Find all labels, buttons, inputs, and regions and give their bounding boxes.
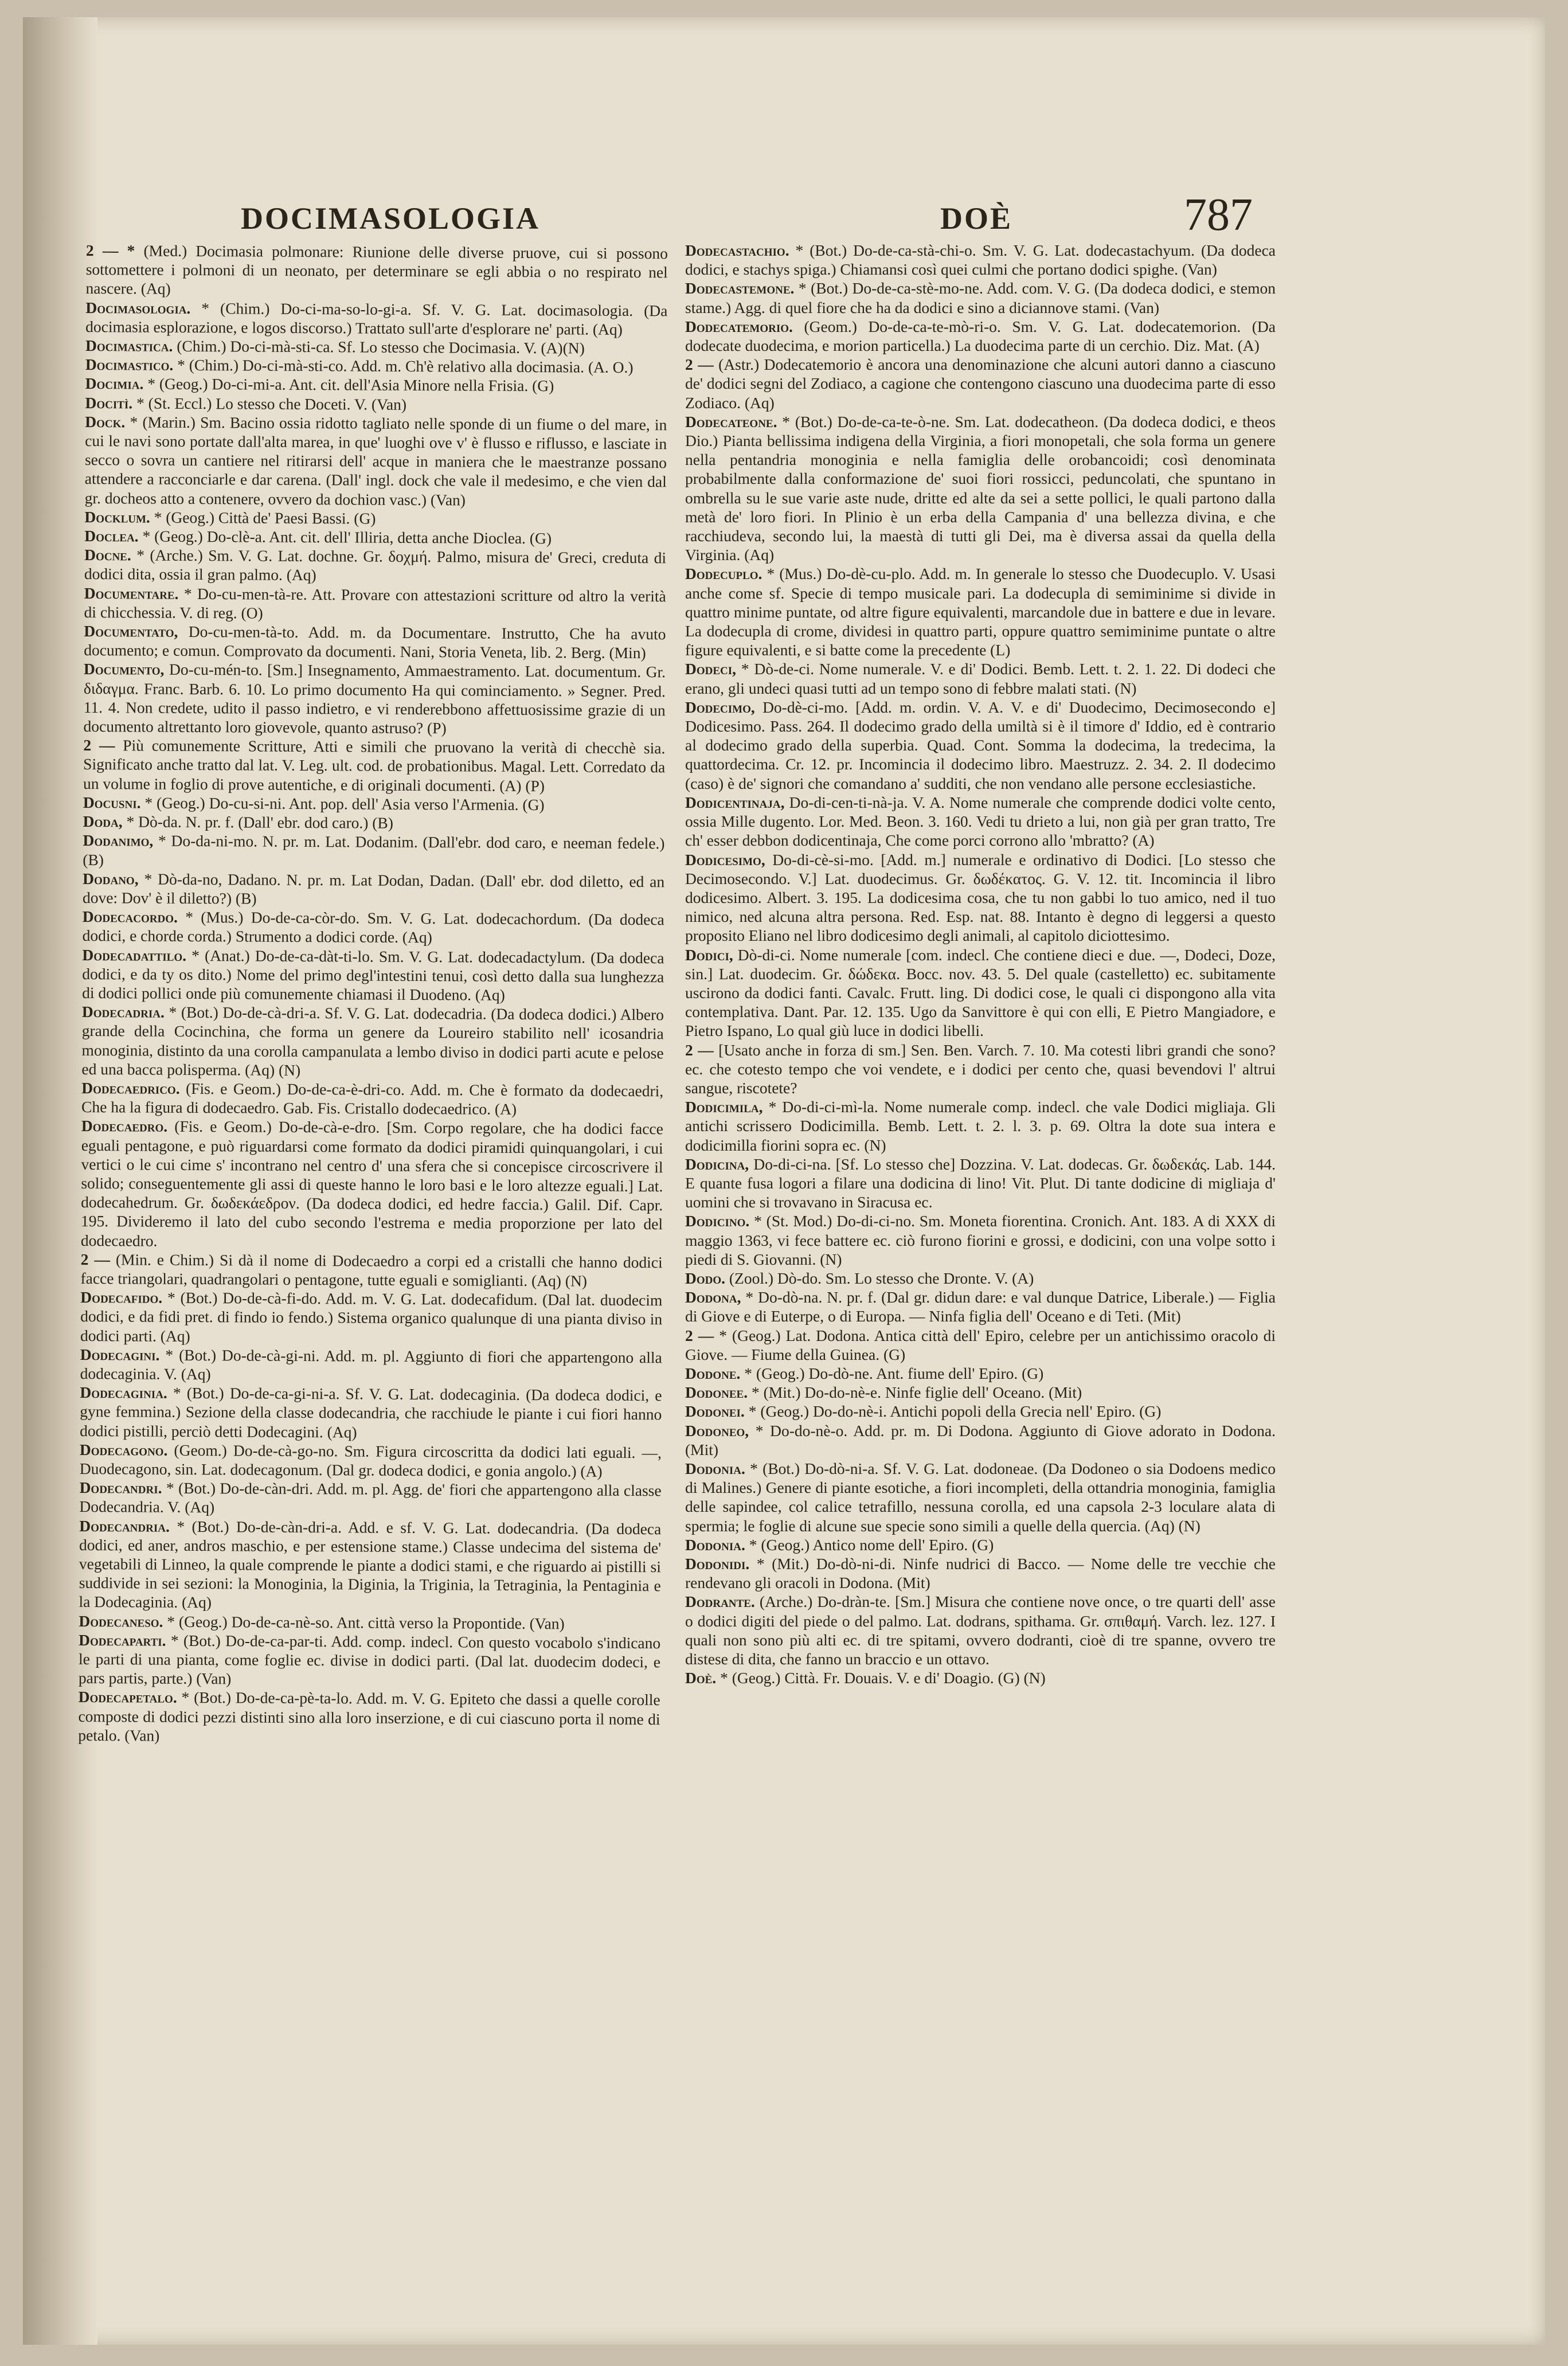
dictionary-entry — [85, 298, 667, 339]
dictionary-entry — [84, 621, 666, 663]
entry-text: * Dò-da. N. pr. f. (Dall' ebr. dod caro.) (B) — [122, 812, 394, 832]
dictionary-entry — [685, 1288, 1276, 1325]
dictionary-entry — [84, 526, 666, 549]
dictionary-entry — [685, 793, 1276, 850]
entry-text: (Chim.) Do-ci-mà-sti-ca. Sf. Lo stesso che Docimasia. V. (A)(N) — [173, 337, 585, 357]
page-header — [0, 189, 1568, 241]
entry-headword: Docitì. — [85, 393, 133, 412]
dictionary-entry — [84, 545, 666, 586]
dictionary-entry — [79, 1630, 661, 1691]
dictionary-entry — [685, 279, 1276, 316]
dictionary-entry — [685, 1535, 1276, 1554]
entry-headword: Dodrante. — [685, 1593, 755, 1611]
entry-headword: Dodicesimo, — [685, 850, 765, 869]
entry-text: * (Mit.) Do-dò-ni-di. Ninfe nudrici di Bacco. — Nome delle tre vecchie che rendevano gli oracoli in Dodona. (Mit) — [685, 1555, 1276, 1592]
entry-text: * (Bot.) Do-de-cà-fi-do. Add. m. V. G. Lat. dodecafidum. (Dal lat. duodecim dodici, e da fidi pret. di findo io fendo.) Sistema organico qualunque di una pianta diviso in dodici parti. (Aq) — [80, 1288, 663, 1345]
entry-headword: Dodecagini. — [80, 1345, 160, 1364]
right-column — [685, 241, 1276, 1687]
entry-headword: Documentato, — [84, 622, 178, 640]
entry-text: * Dò-de-ci. Nome numerale. V. e di' Dodici. Bemb. Lett. t. 2. 1. 22. Di dodeci che erano, gli undeci quasi tutti ad un tempo sono di febbre malati stati. (N) — [685, 660, 1276, 697]
dictionary-entry — [685, 1211, 1276, 1269]
entry-headword: Dodecaedro. — [81, 1117, 168, 1136]
entry-headword: 2 — — [80, 1250, 111, 1269]
entry-text: * (Geog.) Do-ci-mi-a. Ant. cit. dell'Asia Minore nella Frisia. (G) — [143, 374, 554, 395]
dictionary-entry — [85, 336, 667, 358]
entry-text: * (Geog.) Do-do-nè-i. Antichi popoli della Grecia nell' Epiro. (G) — [744, 1402, 1162, 1421]
dictionary-entry — [85, 393, 667, 416]
entry-headword: Dodecateone. — [685, 412, 777, 431]
entry-headword: Dodecagono. — [79, 1440, 168, 1459]
entry-text: * (Bot.) Do-dò-ni-a. Sf. V. G. Lat. dodoneae. (Da Dodoneo o sia Dodoens medico di Malines.) Genere di piante esotiche, a fiori incompleti, della ottandria monoginia, famiglia delle sapindee, col calice tetrafillo, nessuna corolla, ed una capsola 2-3 loculare alata di spermia; le foglie di alcune sue specie sono simili a quelle della quercia. (Aq) (N) — [685, 1460, 1276, 1535]
entry-headword: Dodonia. — [685, 1460, 745, 1477]
entry-text: * (Geog.) Do-clè-a. Ant. cit. dell' Illiria, detta anche Dioclea. (G) — [138, 527, 552, 547]
dictionary-entry — [85, 374, 667, 396]
entry-text: Do-di-cè-si-mo. [Add. m.] numerale e ordinativo di Dodici. [Lo stesso che Decimosecondo. V.] Lat. duodecimus. Gr. δωδέκατος. G. V. 12. tit. Incomincia il libro dodicesimo. Albert. 3. 195. La dodicesima cosa, che tu non gabbi lo tuo amico, ned il tuo nimico, ned alcuna altra persona. Red. Esp. nat. 88. Intanto è degno di leggersi a questo proposito Eliano nel libro dodicesimo degli animali, al capitolo diciottesimo. — [685, 850, 1276, 945]
entry-text: (Zool.) Dò-do. Sm. Lo stesso che Dronte. V. (A) — [725, 1269, 1034, 1287]
entry-text: * (Geog.) Lat. Dodona. Antica città dell' Epiro, celebre per un antichissimo oracolo di Giove. — Fiume della Guinea. (G) — [685, 1326, 1276, 1363]
running-head-left: DOCIMASOLOGIA — [241, 201, 541, 236]
entry-text: (Fis. e Geom.) Do-de-ca-è-dri-co. Add. m. Che è formato da dodecaedri, Che ha la figura di dodecaedro. Gab. Fis. Cristallo dodecaedrico. (A) — [81, 1079, 664, 1119]
entry-text: Do-dè-ci-mo. [Add. m. ordin. V. A. V. e di' Duodecimo, Decimosecondo e] Dodicesimo. Pass. 264. Il dodecimo grado della umiltà si è il timore d' Iddio, ed è contrario al dodecimo grado della superbia. Quad. Cont. Somma la dodecima, la tredecima, la quattordecima. Cr. 12. pr. Incomincia il dodecimo libro. Maestruzz. 2. 34. 2. Il dodecimo (caso) è de' signori che comandano a' sudditi, che non vendano alle persone ecclesiastiche. — [685, 698, 1276, 792]
dictionary-entry — [685, 1402, 1276, 1421]
entry-headword: Dodonei. — [685, 1402, 745, 1421]
entry-headword: Doda, — [83, 812, 123, 831]
entry-headword: Dodecadattilo. — [82, 945, 187, 964]
entry-headword: Dodicentinaja, — [685, 793, 785, 811]
entry-text: * (Bot.) Do-de-ca-gi-ni-a. Sf. V. G. Lat. dodecaginia. (Da dodeca dodici, e gyne femmina.) Sezione della classe dodecandria, che racchiude le piante i cui fiori hanno dodici pistilli, perciò detti Dodecagini. (Aq) — [80, 1383, 662, 1441]
entry-text: * (Arche.) Sm. V. G. Lat. dochne. Gr. δοχμή. Palmo, misura de' Greci, creduta di dodici dita, ossia il gran palmo. (Aq) — [84, 546, 667, 584]
entry-headword: Doè. — [685, 1669, 717, 1687]
entry-text: * (Mus.) Do-dè-cu-plo. Add. m. In generale lo stesso che Duodecuplo. V. Usasi anche come sf. Specie di tempo musicale pari. La dodecupla di semiminime si divide in quattro minime puntate, od altre figure equivalenti, marcandole due in battere e due in levare. La dodecupla di crome, dividesi in quattro parti, oppure quattro semiminime puntate o altre figure equivalenti, e si batte come la precedente (L) — [685, 565, 1276, 659]
entry-text: * (St. Eccl.) Lo stesso che Doceti. V. (Van) — [132, 394, 407, 413]
dictionary-entry — [685, 412, 1276, 565]
dictionary-entry — [685, 659, 1276, 697]
entry-text: * Do-cu-men-tà-re. Att. Provare con attestazioni scritture od altro la verità di chicchessia. V. di reg. (O) — [84, 584, 666, 622]
dictionary-entry — [685, 564, 1276, 659]
entry-text: Do-di-cen-ti-nà-ja. V. A. Nome numerale che comprende dodici volte cento, ossia Mille dugento. Lor. Med. Beon. 3. 160. Vedi tu drieto a lui, non già per gran tratto, Tre ch' esser debbon dodicentinaja, Che come porci corrono allo 'mbratto? (A) — [685, 793, 1276, 850]
entry-text: Più comunemente Scritture, Atti e simili che pruovano la verità di checchè sia. Significato anche tratto dal lat. V. Leg. ult. cod. de probationibus. Magal. Lett. Corredato da un volume in foglio di prove autentiche, e di originali documenti. (A) (P) — [83, 736, 666, 795]
left-column — [78, 241, 668, 1747]
entry-text: * (Bot.) Do-de-ca-stà-chi-o. Sm. V. G. Lat. dodecastachyum. (Da dodeca dodici, e stachys spiga.) Chiamansi così quei culmi che portano dodici spighe. (Van) — [685, 241, 1276, 279]
dictionary-entry — [685, 850, 1276, 945]
dictionary-entry — [685, 698, 1276, 793]
page-number: 787 — [1184, 190, 1253, 240]
dictionary-entry — [81, 1002, 664, 1081]
entry-text: * (St. Mod.) Do-di-ci-no. Sm. Moneta fiorentina. Cronich. Ant. 183. A di XXX di maggio 1363, vi fece battere ec. ciò furono fiorini e grossi, e dodicini, con una volpe sotto i piedi di S. Giovanni. (N) — [685, 1212, 1276, 1268]
dictionary-entry — [685, 1041, 1276, 1098]
entry-headword: Dodecastachio. — [685, 241, 789, 259]
entry-text: * (Bot.) Do-de-ca-pè-ta-lo. Add. m. V. G. Epiteto che dassi a quelle corolle composte di dodici pezzi distinti sino alla loro inserzione, e di cui ciascuno porta il nome di petalo. (Van) — [78, 1688, 660, 1745]
entry-text: Do-di-ci-na. [Sf. Lo stesso che] Dozzina. V. Lat. dodecas. Gr. δωδεκάς. Lab. 144. E quante fusa logori a filare una dodicina di lino! Vit. Plut. Di tante dodicine di migliaja d' uomini che si trovavano in Siracusa ec. — [685, 1155, 1276, 1211]
entry-headword: Docimastica. — [85, 337, 173, 355]
dictionary-entry — [80, 1288, 663, 1348]
dictionary-entry — [85, 241, 668, 301]
dictionary-entry — [685, 241, 1276, 279]
entry-text: * (Marin.) Sm. Bacino ossia ridotto tagliato nelle sponde di un fiume o del mare, in cui le navi sono portate dall'alta marea, in que' luoghi ove v' è flusso e riflusso, e lasciate in secco o sovra un cantiere nel ritirarsi dell' acque in maniera che le maestranze possano attendere a racconciarle e dar carena. (Dall' ingl. dock che vale il medesimo, e che vien dal gr. docheos atto a contenere, ovvero da dochion vasc.) (Van) — [84, 413, 667, 509]
entry-text: * Do-da-ni-mo. N. pr. m. Lat. Dodanim. (Dall'ebr. dod caro, e neeman fedele.) (B) — [83, 831, 665, 869]
entry-text: (Astr.) Dodecatemorio è ancora una denominazione che alcuni autori danno a ciascuno de' dodici segni del Zodiaco, a cagione che contengono ciascuno una duodecima parte di esso Zodiaco. (Aq) — [685, 355, 1276, 412]
dictionary-entry — [85, 412, 667, 510]
entry-headword: Docimasologia. — [85, 298, 191, 317]
entry-text: * (Geog.) Antico nome dell' Epiro. (G) — [745, 1535, 994, 1554]
dictionary-entry — [685, 1459, 1276, 1535]
entry-headword: Dodonidi. — [685, 1555, 750, 1573]
entry-headword: Dodicino. — [685, 1212, 750, 1230]
entry-text: * (Geog.) Do-cu-si-ni. Ant. pop. dell' Asia verso l'Armenia. (G) — [140, 793, 545, 814]
entry-text: * (Bot.) Do-de-cà-gi-ni. Add. m. pl. Aggiunto di fiori che appartengono alla dodecaginia. V. (Aq) — [80, 1346, 662, 1383]
entry-headword: Docne. — [84, 546, 131, 564]
entry-text: [Usato anche in forza di sm.] Sen. Ben. Varch. 7. 10. Ma cotesti libri grandi che sono? ec. che cotesto tempo che voi vendete, e i dodici per cento che, quasi bevendovi l' altrui sangue, riscotete? — [685, 1041, 1276, 1097]
dictionary-entry — [685, 1554, 1276, 1592]
dictionary-entry — [85, 355, 667, 377]
entry-headword: Dodo. — [685, 1269, 726, 1287]
entry-headword: Docimastico. — [85, 355, 174, 374]
entry-text: Do-cu-mén-to. [Sm.] Insegnamento, Ammaestramento. Lat. documentum. Gr. διδαγμα. Franc. Barb. 6. 10. Lo primo documento Ha qui cominciamento. » Segner. Pred. 11. 4. Non credete, udito il passo indietro, e vi renderebbono affettuosissime grazie di un documento altrettanto loro giovevole, quanto astruso? (P) — [83, 660, 666, 737]
dictionary-entry — [685, 1269, 1276, 1288]
entry-text: * (Bot.) Do-de-ca-te-ò-ne. Sm. Lat. dodecatheon. (Da dodeca dodici, e theos Dio.) Pianta bellissima indigena della Virginia, a fiori monopetali, che sola forma un genere nella pentandria monoginia e nella famiglia delle orobancoidi; così denominata probabilmente dalla conformazione de' suoi fiori rossicci, peduncolati, che spuntano in ombrella su le sue varie aste nude, dritte ed alte da sei a sette pollici, le quali partono dalla metà de' loro fiori. In Plinio è un erba della Campania d' una bellezza divina, e che racchiudeva, secondo lui, la maestà di tutti gli Dei, ma è diversa assai da quella della Virginia. (Aq) — [685, 412, 1276, 564]
dictionary-entry — [83, 812, 665, 834]
entry-headword: 2 — — [685, 355, 714, 374]
dictionary-entry — [685, 1421, 1276, 1459]
dictionary-entry — [83, 793, 665, 815]
dictionary-entry — [80, 1345, 662, 1386]
entry-text: Do-cu-men-tà-to. Add. m. da Documentare. Instrutto, Che ha avuto documento; e comun. Comprovato da documenti. Nani, Storia Veneta, lib. 2. Berg. (Min) — [84, 622, 666, 662]
dictionary-entry — [685, 1097, 1276, 1155]
entry-text: (Arche.) Do-dràn-te. [Sm.] Misura che contiene nove once, o tre quarti dell' asse o dodici digiti del piede o del palmo. Lat. dodrans, spithama. Gr. σπιθαμή. Varch. lez. 127. I quali non sono più alti ec. di tre spitami, ovvero dodranti, cioè di tre spanne, ovvero tre distese di dita, che fanno un braccio e un ottavo. — [685, 1593, 1276, 1668]
dictionary-entry — [80, 1383, 662, 1443]
dictionary-entry — [84, 584, 666, 625]
running-head-right: DOÈ — [940, 201, 1013, 236]
dictionary-entry — [83, 736, 666, 796]
entry-text: (Geom.) Do-de-ca-te-mò-ri-o. Sm. V. G. Lat. dodecatemorion. (Da dodecate duodecima, e morion particella.) La duodecima parte di un cerchio. Diz. Mat. (A) — [685, 317, 1276, 355]
dictionary-entry — [685, 1155, 1276, 1212]
entry-headword: Dodecandri. — [79, 1479, 162, 1497]
entry-headword: Dodecaginia. — [80, 1383, 167, 1402]
entry-headword: Dodici, — [685, 945, 733, 964]
entry-headword: Dodonia. — [685, 1535, 745, 1554]
dictionary-entry — [685, 1592, 1276, 1668]
entry-headword: 2 — — [83, 736, 115, 754]
entry-text: (Fis. e Geom.) Do-de-cà-e-dro. [Sm. Corpo regolare, che ha dodici facce eguali pentagone, e può riguardarsi come formato da dodici piramidi quinquangolari, i cui vertici o le cui cime s' incontrano nel centro d' una sfera che si concepisce circoscrivere il solido; conseguentemente gli assi di queste hanno le loro basi e le loro altezze eguali.] Lat. dodecahedrum. Gr. δωδεκάεδρον. (Da dodeca dodici, ed hedre faccia.) Galil. Dif. Capr. 195. Divideremo il lato del cubo secondo l'estrema e media proporzione per lato del dodecaedro. — [80, 1117, 663, 1250]
entry-text: * (Geog.) Città de' Paesi Bassi. (G) — [150, 508, 376, 527]
entry-headword: 2 — — [685, 1326, 714, 1344]
entry-text: (Min. e Chim.) Si dà il nome di Dodecaedro a corpi ed a cristalli che hanno dodici facce triangolari, quadrangolari o pentagone, tutte eguali e somiglianti. (Aq) (N) — [80, 1250, 663, 1290]
entry-text: * (Geog.) Città. Fr. Douais. V. e di' Doagio. (G) (N) — [716, 1669, 1046, 1687]
entry-headword: Dodone. — [685, 1364, 741, 1382]
entry-headword: Docimia. — [85, 374, 144, 393]
dictionary-entry — [685, 355, 1276, 412]
dictionary-entry — [79, 1516, 661, 1614]
entry-headword: Dodecatemorio. — [685, 317, 793, 335]
dictionary-entry — [79, 1612, 660, 1634]
entry-headword: 2 — — [685, 1041, 714, 1059]
dictionary-entry — [84, 507, 666, 530]
entry-headword: Documentare. — [84, 584, 179, 603]
entry-headword: Dodoneo, — [685, 1421, 749, 1440]
entry-text: * Do-dò-na. N. pr. f. (Dal gr. didun dare: e val dunque Datrice, Liberale.) — Figlia di Giove e di Euterpe, o di Europa. — Ninfa figlia dell' Oceano e di Teti. (Mit) — [685, 1288, 1276, 1325]
entry-headword: Dodona, — [685, 1288, 741, 1307]
entry-text: * (Bot.) Do-de-ca-par-ti. Add. comp. indecl. Con questo vocabolo s'indicano le parti di una pianta, come foglie ec. divise in dodici parti. (Dal lat. duodecim dodeci, e pars partis, parte.) (Van) — [78, 1631, 661, 1688]
dictionary-entry — [78, 1687, 660, 1747]
entry-headword: Dodecastemone. — [685, 279, 795, 298]
entry-text: * (Bot.) Do-de-cà-dri-a. Sf. V. G. Lat. dodecadria. (Da dodeca dodici.) Albero grande della Cocinchina, che forma un genere da Loureiro stabilito nell' icosandria monoginia, distinto da una corolla campanulata a lembo diviso in dodici parti acute e pelose ed una bacca polisperma. (Aq) (N) — [81, 1003, 664, 1079]
entry-headword: Doclea. — [84, 527, 139, 545]
entry-text: * (Geog.) Do-dò-ne. Ant. fiume dell' Epiro. (G) — [740, 1364, 1044, 1382]
entry-text: * (Anat.) Do-de-ca-dàt-ti-lo. Sm. V. G. Lat. dodecadactylum. (Da dodeca dodici, e da ty os dito.) Nome del primo degl'intestini tenui, così detto dalla sua lunghezza di dodici pollici onde più comunemente chiamasi il Duodeno. (Aq) — [82, 946, 664, 1004]
entry-text: * (Mit.) Do-do-nè-e. Ninfe figlie dell' Oceano. (Mit) — [748, 1383, 1082, 1402]
entry-text: * (Bot.) Do-de-ca-stè-mo-ne. Add. com. V. G. (Da dodeca dodici, e stemon stame.) Agg. di quel fiore che ha da dodici e sino a diciannove stami. (Van) — [685, 279, 1276, 316]
dictionary-entry — [83, 659, 666, 738]
entry-headword: Dodicina, — [685, 1155, 749, 1173]
entry-text: * Do-do-nè-o. Add. pr. m. Di Dodona. Aggiunto di Giove adorato in Dodona. (Mit) — [685, 1421, 1276, 1458]
entry-text: * (Chim.) Do-ci-ma-so-lo-gi-a. Sf. V. G. Lat. docimasologia. (Da docimasia esplorazione, e logos discorso.) Trattato sull'arte d'esplorare ne' parti. (Aq) — [85, 299, 668, 338]
entry-text: * Dò-da-no, Dadano. N. pr. m. Lat Dodan, Dadan. (Dall' ebr. dod diletto, ed an dove: Dov' è il diletto?) (B) — [82, 870, 665, 908]
entry-text: * (Geog.) Do-de-ca-nè-so. Ant. città verso la Propontide. (Van) — [163, 1612, 565, 1633]
entry-headword: Dodecadria. — [81, 1003, 165, 1021]
dictionary-entry — [83, 831, 664, 872]
entry-text: (Med.) Docimasia polmonare: Riunione delle diverse pruove, cui si possono sottomettere i polmoni di un neonato, per determinare se egli abbia o no respirato nel nascere. (Aq) — [85, 241, 668, 298]
entry-headword: Dodano, — [83, 869, 139, 888]
entry-text: * (Bot.) Do-de-càn-dri-a. Add. e sf. V. G. Lat. dodecandria. (Da dodeca dodici, ed aner, andros maschio, e per estensione stame.) Classe undecima del sistema de' vegetabili di Linneo, la quale comprende le piante a dodici stami, e che riguardo ai pistilli si suddivide in sei sezioni: la Monoginia, la Diginia, la Triginia, la Tetraginia, la Pentaginia e la Dodecaginia. (Aq) — [79, 1517, 662, 1612]
entry-headword: Dodecandria. — [79, 1516, 170, 1535]
entry-headword: Dodicimila, — [685, 1098, 763, 1116]
entry-headword: Dodecafido. — [80, 1288, 163, 1307]
entry-text: (Geom.) Do-de-cà-go-no. Sm. Figura circoscritta da dodici lati eguali. —, Duodecagono, sin. Lat. dodecagonum. (Dal gr. dodeca dodici, e gonia angolo.) (A) — [79, 1441, 662, 1480]
entry-text: * Do-di-ci-mì-la. Nome numerale comp. indecl. che vale Dodici migliaja. Gli antichi scrissero Dodicimilla. Bemb. Lett. t. 2. l. 3. p. 69. Oltra la dote sua intera e dodicimilla fiorini sopra ec. (N) — [685, 1098, 1276, 1154]
dictionary-entry — [685, 1668, 1276, 1687]
dictionary-entry — [82, 945, 664, 1005]
entry-headword: Dodecimo, — [685, 698, 755, 716]
entry-headword: Dodecapetalo. — [78, 1688, 177, 1707]
entry-headword: Docklum. — [84, 507, 150, 526]
entry-text: * (Chim.) Do-ci-mà-sti-co. Add. m. Ch'è relativo alla docimasia. (A. O.) — [173, 356, 634, 377]
entry-headword: Dodecacordo. — [82, 908, 178, 926]
dictionary-entry — [685, 1383, 1276, 1402]
entry-headword: 2 — * — [85, 241, 135, 260]
entry-headword: Dodeci, — [685, 660, 737, 678]
dictionary-entry — [81, 1078, 663, 1120]
dictionary-entry — [685, 317, 1276, 355]
entry-text: * (Mus.) Do-de-ca-còr-do. Sm. V. G. Lat. dodecachordum. (Da dodeca dodici, e chorde corda.) Strumento a dodici corde. (Aq) — [82, 908, 664, 947]
dictionary-entry — [81, 1116, 663, 1253]
dictionary-entry — [80, 1440, 662, 1481]
dictionary-entry — [83, 907, 664, 948]
entry-text: * (Bot.) Do-de-càn-dri. Add. m. pl. Agg. de' fiori che appartengono alla classe Dodecandria. V. (Aq) — [79, 1479, 662, 1516]
entry-headword: Dodecaparti. — [79, 1630, 166, 1649]
dictionary-entry — [80, 1250, 662, 1291]
entry-headword: Dock. — [85, 412, 126, 431]
entry-headword: Docusni. — [83, 793, 141, 812]
dictionary-entry — [685, 1326, 1276, 1364]
dictionary-entry — [685, 1364, 1276, 1383]
entry-headword: Documento, — [84, 660, 165, 679]
entry-text: Dò-di-ci. Nome numerale [com. indecl. Che contiene dieci e due. —, Dodeci, Doze, sin.] Lat. duodecim. Gr. δώδεκα. Bocc. nov. 43. 5. Del quale (castelletto) ec. subitamente uscirono da dodici fanti. Cavalc. Frutt. ling. Di dodici cose, le quali ci dispongono alla vita contemplativa. Dant. Par. 12. 135. Ugo da Sanvittore è qui con elli, E Pietro Mangiadore, e Pietro Ispano, Lo qual giù luce in dodici libelli. — [685, 945, 1276, 1040]
dictionary-entry — [83, 869, 664, 910]
entry-headword: Dodanimo, — [83, 831, 154, 850]
dictionary-entry — [685, 945, 1276, 1041]
dictionary-entry — [79, 1478, 661, 1519]
entry-headword: Dodonee. — [685, 1383, 748, 1402]
entry-headword: Dodecaneso. — [79, 1612, 163, 1630]
entry-headword: Dodecuplo. — [685, 565, 763, 583]
entry-headword: Dodecaedrico. — [81, 1078, 180, 1097]
